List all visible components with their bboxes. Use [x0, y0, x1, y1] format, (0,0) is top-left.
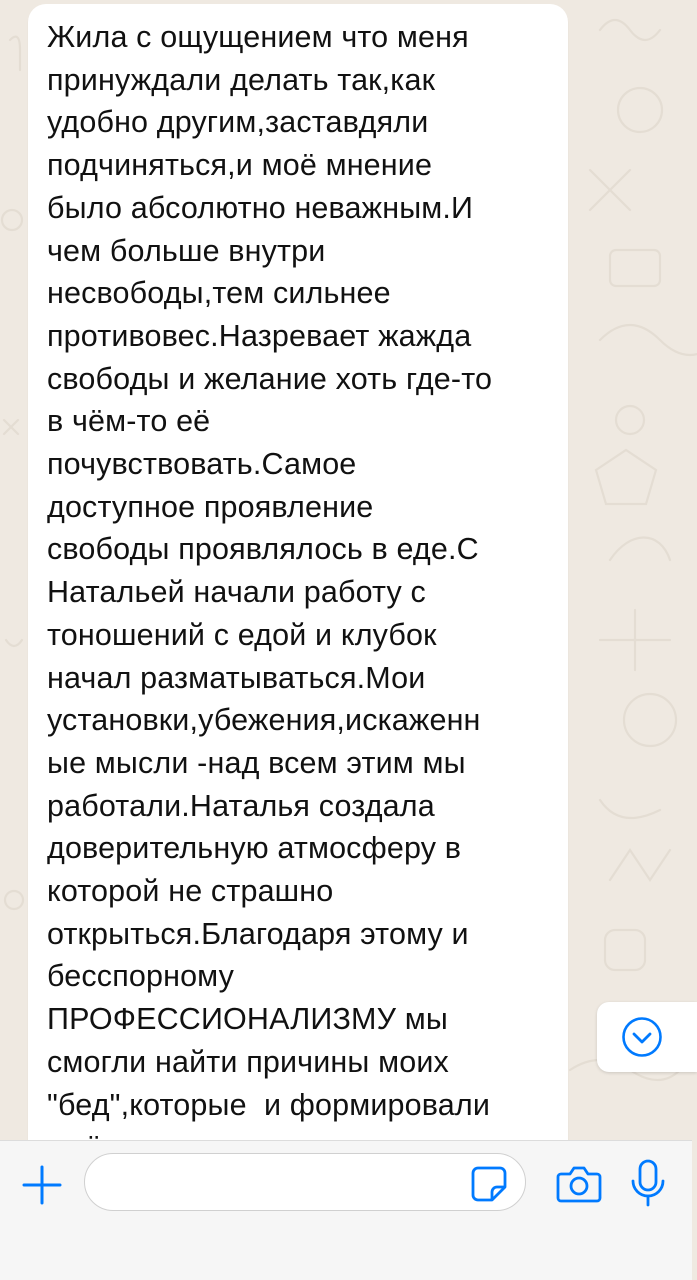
message-line: свободы и желание хоть где-то	[47, 361, 493, 396]
chevron-down-icon	[621, 1016, 663, 1058]
message-line: работали.Наталья создала	[47, 788, 435, 823]
message-line: Жила с ощущением что меня	[47, 20, 469, 54]
message-line: чем больше внутри	[47, 233, 326, 268]
message-line: Натальей начали работу с	[47, 575, 426, 610]
message-line: бесспорному	[47, 959, 235, 994]
message-input[interactable]	[84, 1153, 526, 1211]
camera-icon	[556, 1163, 602, 1205]
microphone-icon	[630, 1159, 666, 1209]
message-line: доступное проявление	[47, 489, 374, 524]
sticker-icon	[470, 1165, 508, 1203]
message-line: тоношений с едой и клубок	[47, 617, 437, 652]
message-line: подчиняться,и моё мнение	[47, 148, 433, 183]
message-line: удобно другим,заставдяли	[47, 105, 429, 140]
message-line: почувствовать.Самое	[47, 447, 357, 482]
message-line: "бед",которые и формировали	[47, 1087, 491, 1122]
sticker-button[interactable]	[470, 1165, 508, 1203]
message-input-bar	[0, 1140, 692, 1280]
message-line: установки,убежения,искаженн	[47, 703, 481, 738]
message-text	[47, 16, 552, 1169]
message-line: в чём-то её	[47, 404, 211, 439]
message-line: которой не страшно	[47, 874, 334, 909]
message-line: свободы проявлялось в еде.С	[47, 532, 479, 567]
message-line: ые мысли -над всем этим мы	[47, 745, 466, 780]
message-line: несвободы,тем сильнее	[47, 276, 391, 311]
voice-message-button[interactable]	[630, 1159, 666, 1209]
message-line: начал разматываться.Мои	[47, 660, 426, 695]
message-line: было абсолютно неважным.И	[47, 190, 474, 225]
attach-button[interactable]	[20, 1163, 64, 1207]
message-line: доверительную атмосферу в	[47, 831, 462, 866]
message-line: принуждали делать так,как	[47, 62, 436, 97]
plus-icon	[20, 1163, 64, 1207]
message-line: смогли найти причины моих	[47, 1044, 449, 1079]
message-line: противовес.Назревает жажда	[47, 318, 472, 353]
scroll-to-bottom-button[interactable]	[597, 1002, 697, 1072]
message-line: ПРОФЕССИОНАЛИЗМУ мы	[47, 1002, 448, 1037]
message-line: открыться.Благодаря этому и	[47, 916, 469, 951]
camera-button[interactable]	[556, 1163, 602, 1205]
